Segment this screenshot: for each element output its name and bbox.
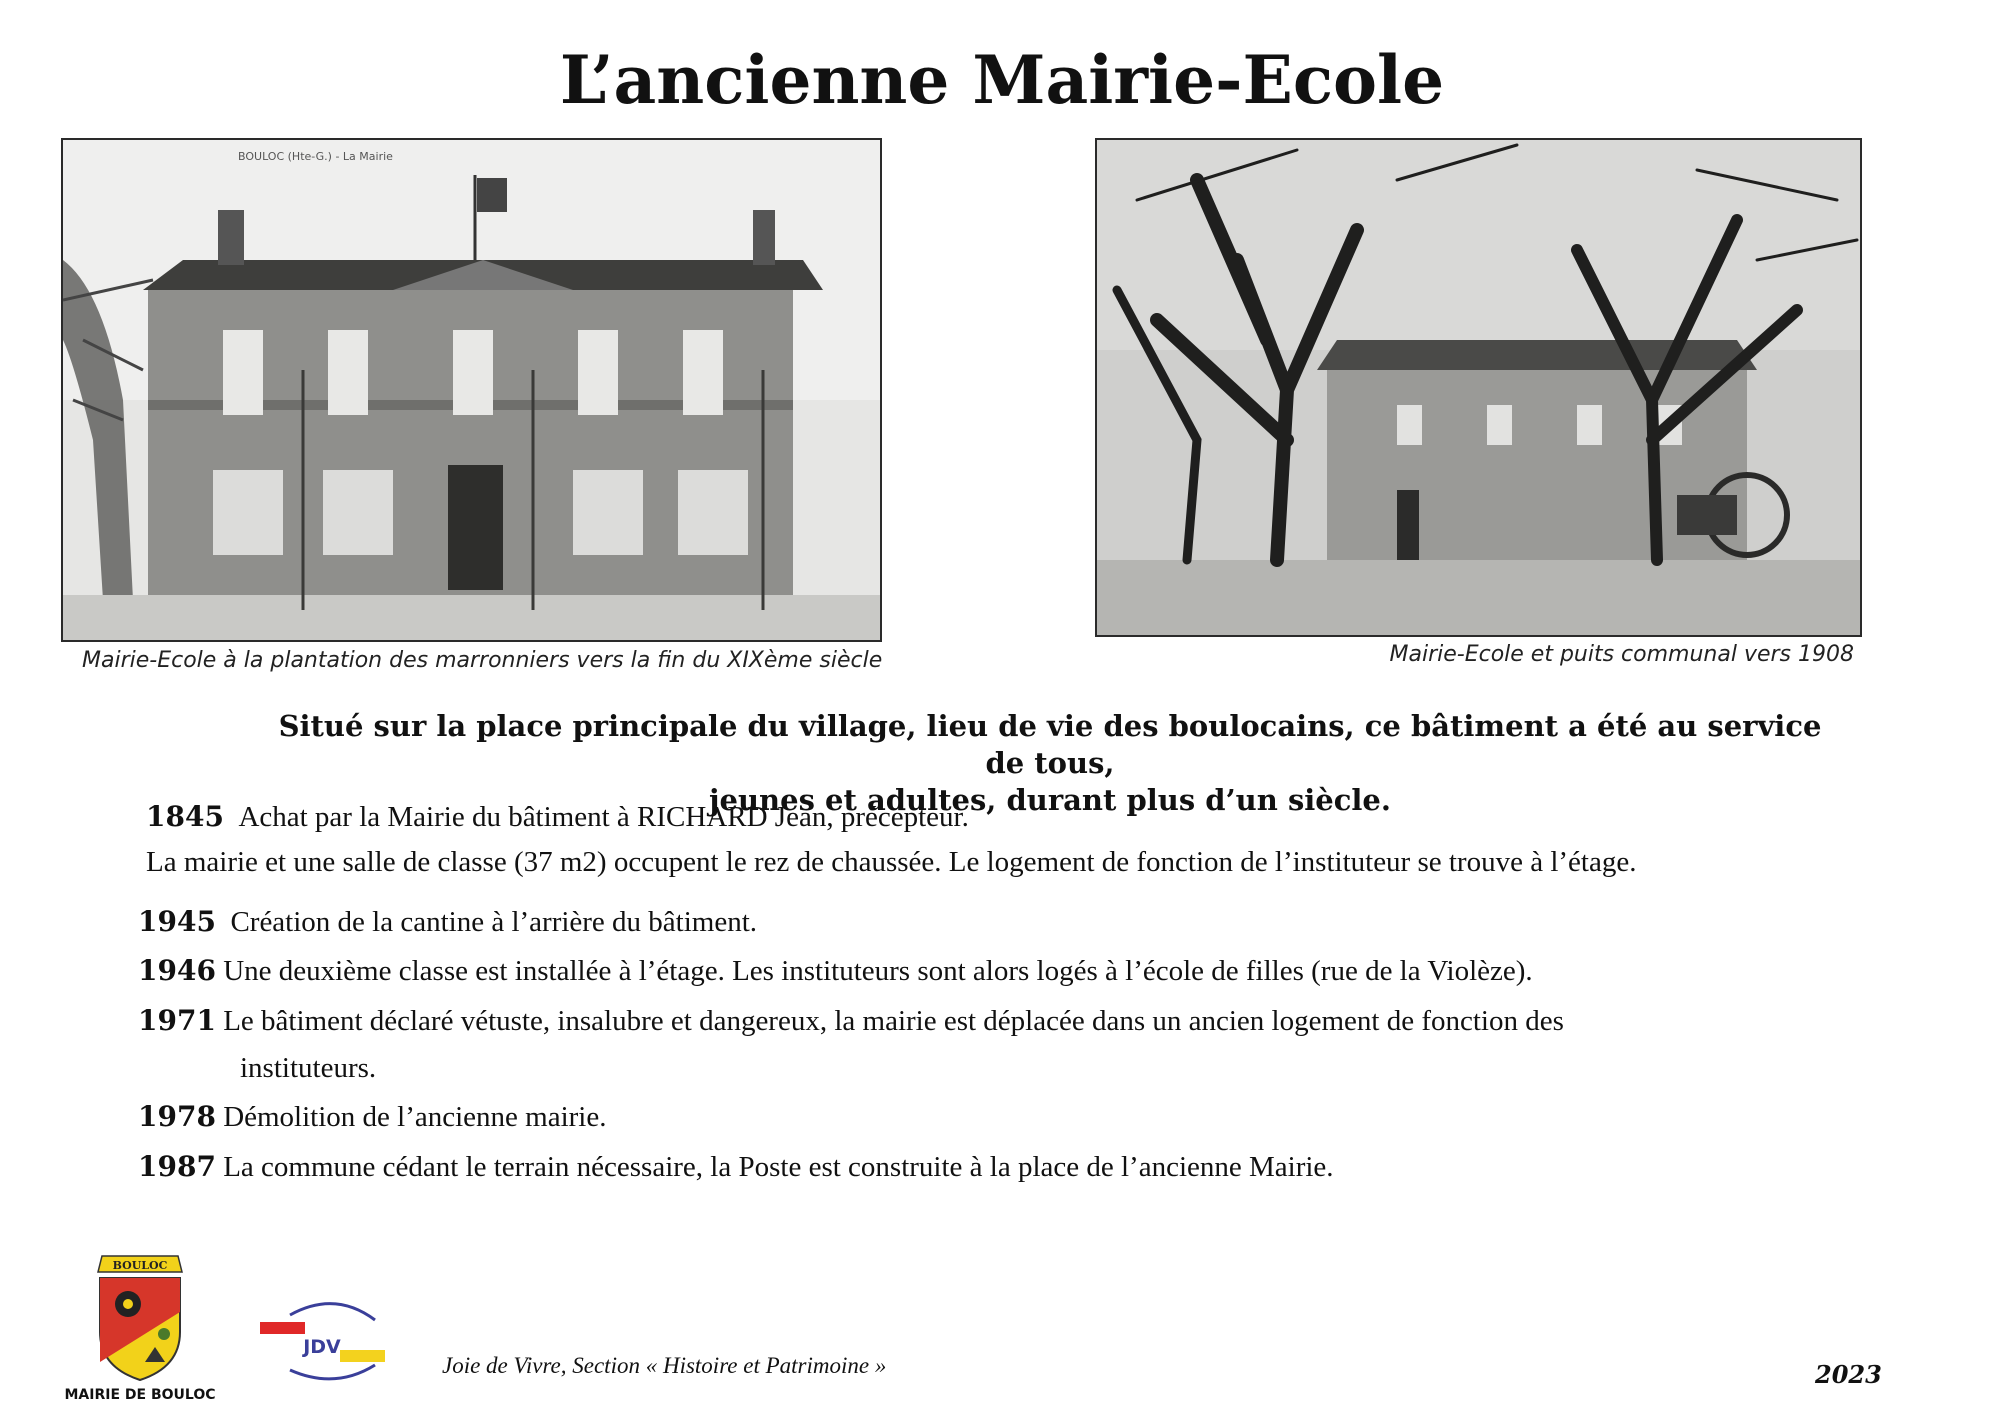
timeline-entry-1987 [138, 1148, 1334, 1186]
mairie-bouloc-label: MAIRIE DE BOULOC [64, 1387, 216, 1403]
entry-text: Démolition de l’ancienne mairie. [223, 1101, 607, 1133]
photo-caption-left: Mairie-Ecole à la plantation des marronniers vers la fin du XIXème siècle [82, 648, 883, 673]
photo-caption-right: Mairie-Ecole et puits communal vers 1908 [1389, 642, 1854, 667]
jdv-logo [255, 1295, 395, 1385]
mairie-facade-photo [61, 138, 882, 642]
svg-text:BOULOC: BOULOC [112, 1259, 168, 1272]
entry-text: Création de la cantine à l’arrière du bâtiment. [230, 906, 758, 938]
intro-line-1: Situé sur la place principale du village, lieu de vie des boulocains, ce bâtiment a été au service de tous, [278, 709, 1822, 780]
entry-year: 1987 [138, 1150, 216, 1183]
timeline-entry-1946 [138, 952, 1533, 990]
mairie-trees-photo [1095, 138, 1862, 637]
entry-year: 1845 [146, 800, 224, 833]
entry-text: La commune cédant le terrain nécessaire, la Poste est construite à la place de l’ancienne Mairie. [223, 1151, 1334, 1183]
jdv-logo-icon [255, 1295, 395, 1385]
mairie-bouloc-logo [60, 1252, 220, 1412]
entry-year: 1945 [138, 905, 216, 938]
entry-year: 1978 [138, 1100, 216, 1133]
entry-text: Une deuxième classe est installée à l’étage. Les instituteurs sont alors logés à l’école de filles (rue de la Violèze). [223, 955, 1533, 987]
entry-year: 1946 [138, 954, 216, 987]
entry-text: Achat par la Mairie du bâtiment à RICHARD Jean, précepteur. [238, 801, 969, 833]
timeline-entry-1845-detail [146, 843, 1636, 881]
timeline-entry-1971-continuation [240, 1049, 376, 1087]
footer-year: 2023 [1815, 1360, 1882, 1389]
entry-text: Le bâtiment déclaré vétuste, insalubre et dangereux, la mairie est déplacée dans un ancien logement de fonction des [223, 1005, 1564, 1037]
page-title: L’ancienne Mairie-Ecole [559, 41, 1445, 119]
footer-section-text: Joie de Vivre, Section « Histoire et Patrimoine » [442, 1353, 887, 1378]
timeline-entry-1971 [138, 1002, 1564, 1040]
bouloc-shield-icon [60, 1252, 220, 1387]
timeline-entry-1978 [138, 1098, 607, 1136]
photo-inscription: BOULOC (Hte-G.) - La Mairie [238, 150, 393, 163]
entry-text: La mairie et une salle de classe (37 m2) occupent le rez de chaussée. Le logement de fonction de l’instituteur se trouve à l’étage. [146, 846, 1637, 878]
intro-line-2: jeunes et adultes, durant plus d’un siècle. [709, 783, 1391, 817]
svg-text:JDV: JDV [303, 1336, 341, 1358]
timeline-entry-1945 [138, 903, 757, 941]
entry-year: 1971 [138, 1004, 216, 1037]
entry-text: instituteurs. [240, 1052, 377, 1084]
timeline-entry-1845 [146, 798, 969, 836]
